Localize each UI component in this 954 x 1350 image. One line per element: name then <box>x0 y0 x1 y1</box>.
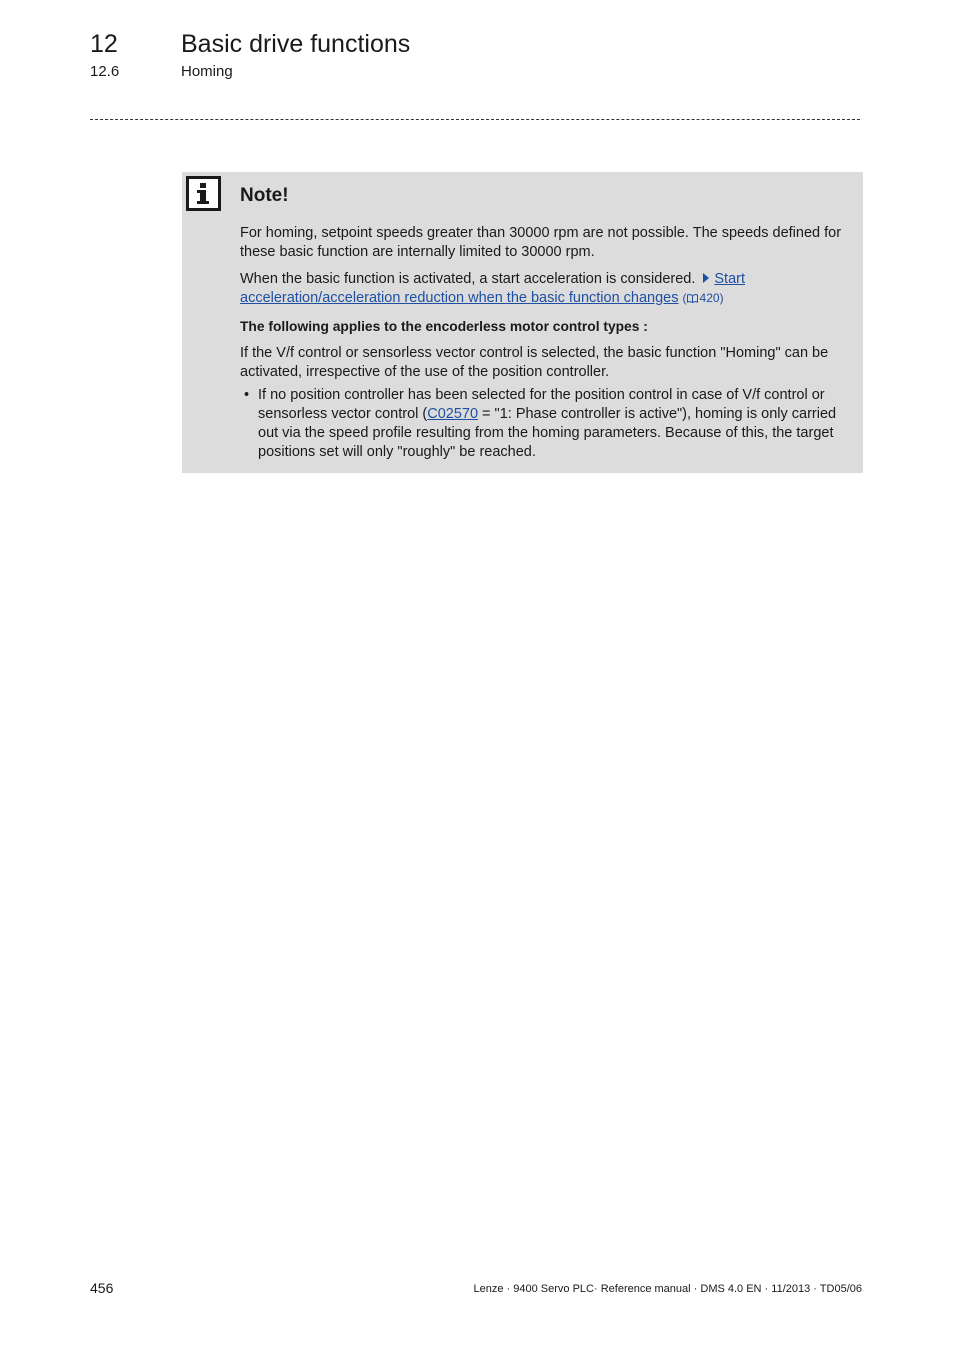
link-arrow-icon <box>703 273 709 283</box>
note-heading-encoderless: The following applies to the encoderless motor control types : <box>240 319 648 334</box>
footer-doc-info: Lenze · 9400 Servo PLC· Reference manual · DMS 4.0 EN · 11/2013 · TD05/06 <box>473 1283 862 1295</box>
start-acceleration-link[interactable]: Start acceleration/acceleration reduction when the basic function changes <box>240 271 746 306</box>
book-icon <box>687 290 698 309</box>
chapter-title: Basic drive functions <box>181 30 411 58</box>
note-paragraph-start-acceleration <box>240 270 848 309</box>
c02570-link[interactable]: C02570 <box>427 406 479 422</box>
bullet-marker: • <box>244 387 250 403</box>
section-title: Homing <box>181 63 233 80</box>
note-paragraph-start-acceleration-text: When the basic function is activated, a start acceleration is considered. <box>240 271 696 287</box>
note-box <box>182 172 863 473</box>
bullet-text-end: = "1: Phase controller is active"), homing is only carried out via the speed profile resulting from the homing parameters. Because of this, the target positions set will only "roughly" be reached. <box>258 406 837 460</box>
note-body <box>240 224 848 462</box>
info-icon <box>186 176 221 211</box>
note-paragraph-vf-control: If the V/f control or sensorless vector control is selected, the basic function "Homing" can be activated, irrespective of the use of the position controller. <box>240 345 829 380</box>
note-title: Note! <box>240 185 289 206</box>
footer-page-number: 456 <box>90 1280 114 1296</box>
bullet-text-start: If no position controller has been selected for the position control in case of V/f control or sensorless vector control ( <box>258 387 825 422</box>
list-item <box>240 386 848 462</box>
chapter-number: 12 <box>90 30 118 58</box>
page-reference[interactable]: ( 420) <box>683 291 724 305</box>
header-divider <box>90 119 860 120</box>
note-paragraph-speed-limit: For homing, setpoint speeds greater than 30000 rpm are not possible. The speeds defined for these basic function are internally limited to 30000 rpm. <box>240 225 842 260</box>
section-number: 12.6 <box>90 63 120 80</box>
